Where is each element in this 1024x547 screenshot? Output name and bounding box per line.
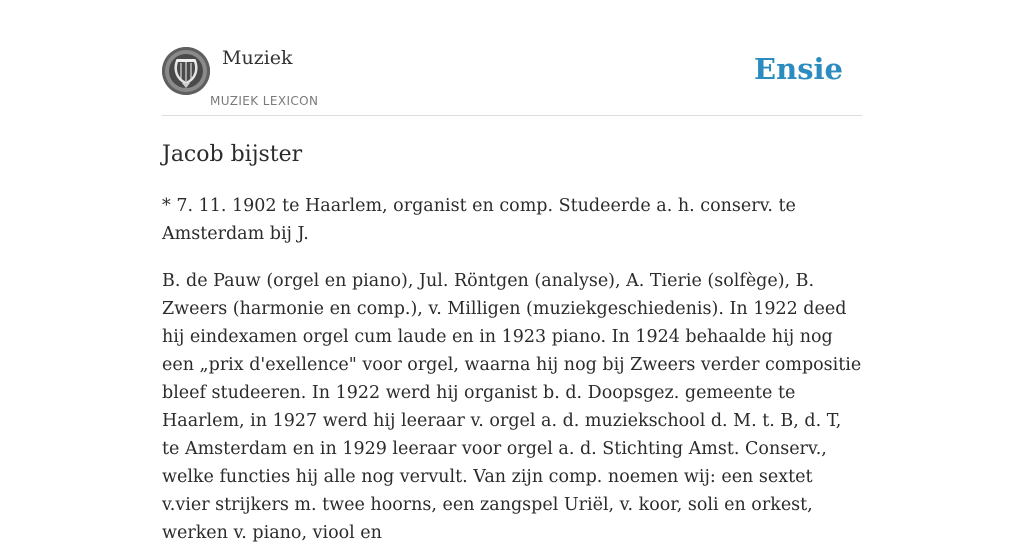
article-paragraph: B. de Pauw (orgel en piano), Jul. Röntgen (analyse), A. Tierie (solfège), B. Zweers (harmonie en comp.), v. Milligen (muziekgeschiedenis). In 1922 deed hij eindexamen orgel cum laude en in 1923 piano. In 1924 behaalde hij nog een „prix d'exellence" voor orgel, waarna hij nog bij Zweers verder compositie bleef studeeren. In 1922 werd hij organist b. d. Doopsgez. gemeente te Haarlem, in 1927 werd hij leeraar v. orgel a. d. muziekschool d. M. t. B, d. T, te Amsterdam en in 1929 leeraar voor orgel a. d. Stichting Amst. Conserv., welke functies hij alle nog vervult. Van zijn comp. noemen wij: een sextet v.vier strijkers m. twee hoorns, een zangspel Uriël, v. koor, soli en orkest, werken v. piano, viool en	[162, 271, 862, 543]
source-subtitle[interactable]: MUZIEK LEXICON	[210, 94, 319, 108]
page	[162, 0, 862, 543]
lyre-emblem-icon[interactable]	[162, 47, 210, 95]
header	[162, 0, 862, 116]
source-name[interactable]: Muziek	[222, 47, 293, 69]
article-paragraph: * 7. 11. 1902 te Haarlem, organist en comp. Studeerde a. h. conserv. te Amsterdam bij J.	[162, 196, 796, 244]
article-title: Jacob bijster	[162, 142, 303, 167]
brand-logo[interactable]: Ensie	[754, 52, 843, 86]
